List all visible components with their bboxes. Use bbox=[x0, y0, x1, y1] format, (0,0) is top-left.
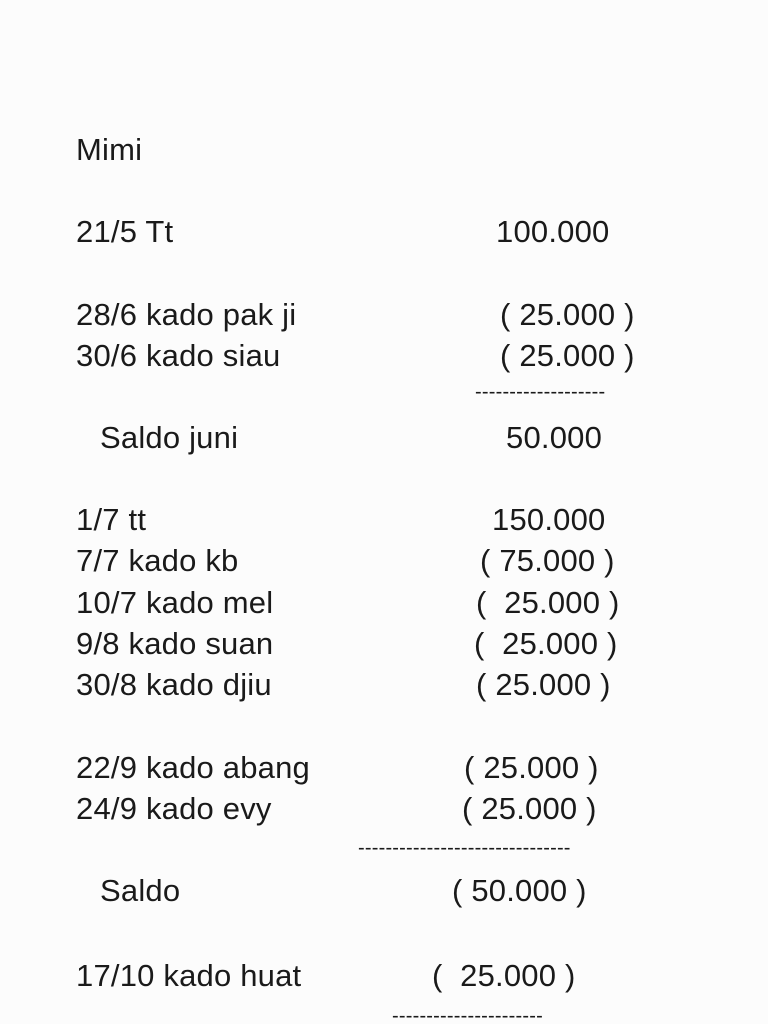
saldo-amount: 50.000 bbox=[506, 420, 603, 455]
entry-label: 9/8 kado suan bbox=[76, 626, 274, 661]
separator-line: ------------------------------- bbox=[358, 837, 571, 859]
entry-amount: ( 25.000 ) bbox=[464, 750, 599, 785]
entry-amount: ( 25.000 ) bbox=[432, 958, 576, 993]
entry-label: 10/7 kado mel bbox=[76, 585, 274, 620]
entry-amount: ( 25.000 ) bbox=[500, 297, 635, 332]
entry-label: 30/6 kado siau bbox=[76, 338, 281, 373]
separator-line: ------------------- bbox=[475, 381, 606, 403]
entry-amount: ( 25.000 ) bbox=[476, 585, 620, 620]
saldo-label: Saldo juni bbox=[100, 420, 239, 455]
entry-label: 1/7 tt bbox=[76, 502, 147, 537]
entry-label: 28/6 kado pak ji bbox=[76, 297, 297, 332]
entry-label: 30/8 kado djiu bbox=[76, 667, 272, 702]
entry-label: 17/10 kado huat bbox=[76, 958, 302, 993]
entry-amount: ( 25.000 ) bbox=[500, 338, 635, 373]
entry-amount: 150.000 bbox=[492, 502, 606, 537]
saldo-label: Saldo bbox=[100, 873, 181, 908]
entry-amount: ( 25.000 ) bbox=[476, 667, 611, 702]
entry-label: 22/9 kado abang bbox=[76, 750, 310, 785]
entry-amount: 100.000 bbox=[496, 214, 610, 249]
note-title: Mimi bbox=[76, 132, 143, 167]
separator-line: ---------------------- bbox=[392, 1005, 543, 1024]
entry-amount: ( 75.000 ) bbox=[480, 543, 615, 578]
entry-label: 7/7 kado kb bbox=[76, 543, 239, 578]
entry-amount: ( 25.000 ) bbox=[462, 791, 597, 826]
saldo-amount: ( 50.000 ) bbox=[452, 873, 587, 908]
entry-label: 21/5 Tt bbox=[76, 214, 174, 249]
entry-amount: ( 25.000 ) bbox=[474, 626, 618, 661]
entry-label: 24/9 kado evy bbox=[76, 791, 272, 826]
